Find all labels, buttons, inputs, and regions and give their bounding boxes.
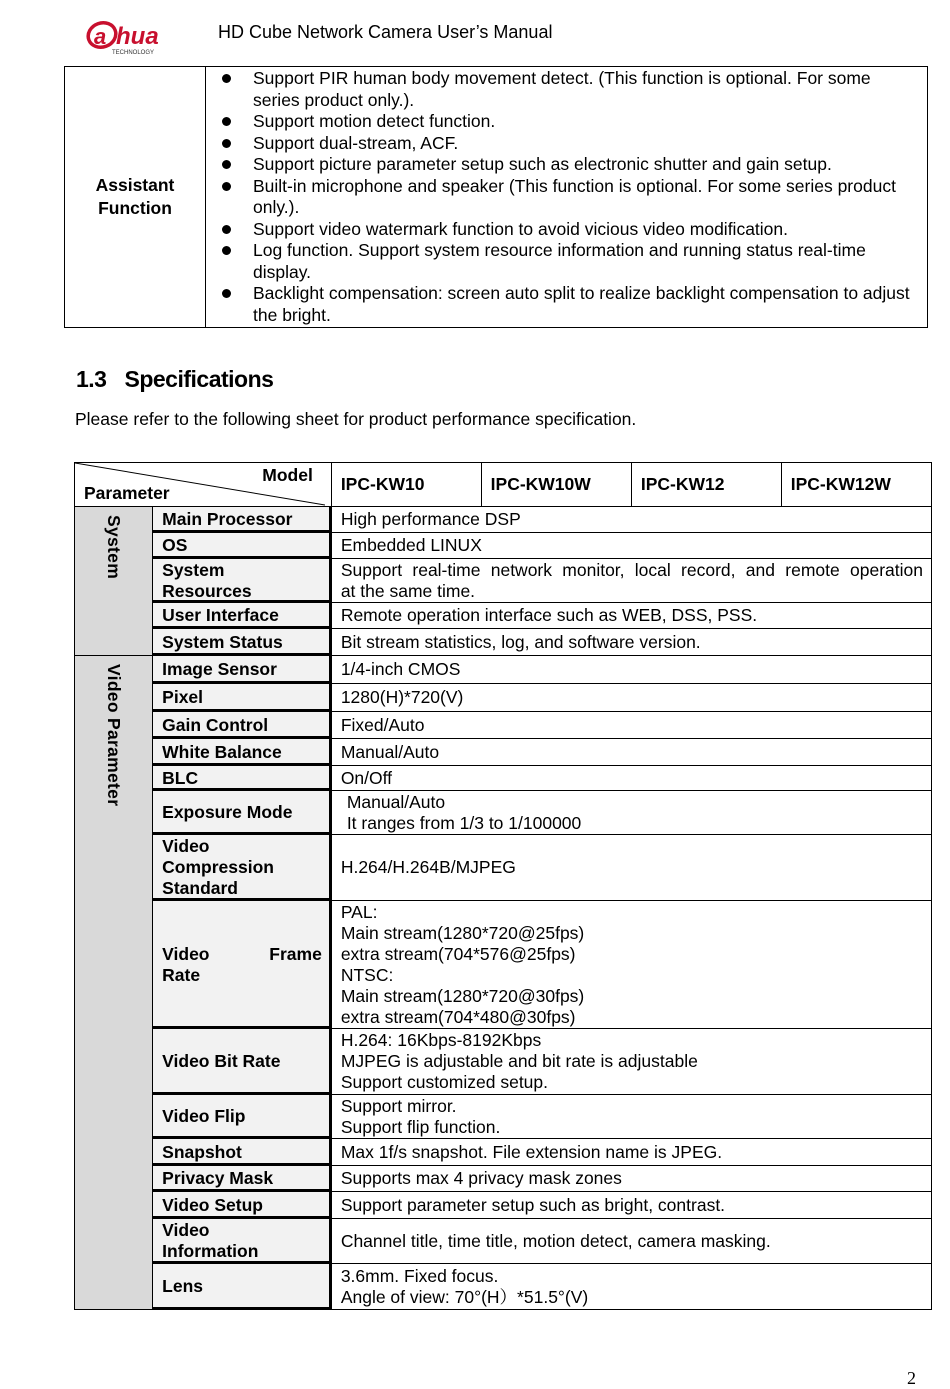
param-name: Pixel bbox=[153, 684, 332, 712]
param-value: Support parameter setup such as bright, contrast. bbox=[331, 1192, 931, 1219]
model-header: IPC-KW10W bbox=[481, 463, 631, 507]
param-value: Fixed/Auto bbox=[331, 712, 931, 739]
param-value: Embedded LINUX bbox=[331, 533, 931, 559]
svg-text:hua: hua bbox=[116, 23, 159, 50]
param-value: Bit stream statistics, log, and software version. bbox=[331, 629, 931, 656]
param-value: Max 1f/s snapshot. File extension name is JPEG. bbox=[331, 1139, 931, 1166]
param-value: On/Off bbox=[331, 766, 931, 791]
list-item: Backlight compensation: screen auto split to realize backlight compensation to adjust the bright. bbox=[207, 283, 916, 326]
param-value: 1280(H)*720(V) bbox=[331, 684, 931, 712]
intro-text: Please refer to the following sheet for product performance specification. bbox=[75, 409, 637, 429]
corner-model-label: Model bbox=[262, 465, 313, 485]
assistant-function-table bbox=[64, 66, 928, 328]
param-name: System Resources bbox=[153, 559, 332, 603]
section-number: 1.3 bbox=[76, 366, 107, 392]
list-item: Support dual-stream, ACF. bbox=[207, 133, 916, 155]
param-name: OS bbox=[153, 533, 332, 559]
list-item: Support video watermark function to avoid vicious video modification. bbox=[207, 219, 916, 241]
section-heading bbox=[76, 366, 273, 393]
param-value: Supports max 4 privacy mask zones bbox=[331, 1166, 931, 1192]
param-name: Video Information bbox=[153, 1219, 332, 1264]
list-item: Built-in microphone and speaker (This function is optional. For some series product only.). bbox=[207, 176, 916, 219]
svg-text:TECHNOLOGY: TECHNOLOGY bbox=[112, 50, 155, 56]
param-name: Snapshot bbox=[153, 1139, 332, 1166]
param-name: Video Flip bbox=[153, 1095, 332, 1139]
param-name: White Balance bbox=[153, 739, 332, 766]
param-value: H.264/H.264B/MJPEG bbox=[331, 835, 931, 901]
param-name: Lens bbox=[153, 1264, 332, 1310]
param-value: 1/4-inch CMOS bbox=[331, 656, 931, 684]
param-value: PAL: Main stream(1280*720@25fps) extra stream(704*576@25fps) NTSC: Main stream(1280*720@30fps) extra stream(704*480@30fps) bbox=[331, 901, 931, 1029]
group-video-parameter: Video Parameter bbox=[75, 656, 153, 1310]
param-name: Video Setup bbox=[153, 1192, 332, 1219]
param-value: Support real-time network monitor, local record, and remote operation at the same time. bbox=[331, 559, 931, 603]
model-header: IPC-KW12 bbox=[631, 463, 781, 507]
group-system: System bbox=[75, 507, 153, 656]
param-name: Image Sensor bbox=[153, 656, 332, 684]
param-value: High performance DSP bbox=[331, 507, 931, 533]
dahua-logo bbox=[86, 20, 186, 56]
param-value: Remote operation interface such as WEB, DSS, PSS. bbox=[331, 603, 931, 629]
param-value: Support mirror. Support flip function. bbox=[331, 1095, 931, 1139]
param-value: H.264: 16Kbps-8192Kbps MJPEG is adjustable and bit rate is adjustable Support customized setup. bbox=[331, 1029, 931, 1095]
param-name: Video Bit Rate bbox=[153, 1029, 332, 1095]
assistant-function-list-cell bbox=[206, 67, 928, 328]
param-value: 3.6mm. Fixed focus. Angle of view: 70°(H）*51.5°(V) bbox=[331, 1264, 931, 1310]
param-name: Privacy Mask bbox=[153, 1166, 332, 1192]
list-item: Support PIR human body movement detect. (This function is optional. For some series product only.). bbox=[207, 68, 916, 111]
model-header: IPC-KW12W bbox=[781, 463, 931, 507]
document-title: HD Cube Network Camera User’s Manual bbox=[218, 22, 553, 42]
param-name: Video Compression Standard bbox=[153, 835, 332, 901]
corner-parameter-label: Parameter bbox=[84, 483, 170, 503]
param-value: Channel title, time title, motion detect, camera masking. bbox=[331, 1219, 931, 1264]
param-name: System Status bbox=[153, 629, 332, 656]
list-item: Support motion detect function. bbox=[207, 111, 916, 133]
corner-header-cell bbox=[75, 463, 332, 507]
list-item: Support picture parameter setup such as electronic shutter and gain setup. bbox=[207, 154, 916, 176]
param-value: Manual/Auto bbox=[331, 739, 931, 766]
param-name: Main Processor bbox=[153, 507, 332, 533]
list-item: Log function. Support system resource information and running status real-time display. bbox=[207, 240, 916, 283]
page-number: 2 bbox=[907, 1368, 916, 1388]
specification-table bbox=[74, 462, 932, 1310]
assistant-function-label: Assistant Function bbox=[65, 67, 206, 328]
section-title: Specifications bbox=[124, 366, 274, 392]
svg-text:a: a bbox=[94, 24, 107, 49]
assistant-function-list bbox=[207, 68, 926, 326]
page-header bbox=[86, 18, 886, 58]
param-name: Exposure Mode bbox=[153, 791, 332, 835]
param-name: Gain Control bbox=[153, 712, 332, 739]
param-name: Video Frame Rate bbox=[153, 901, 332, 1029]
model-header: IPC-KW10 bbox=[331, 463, 481, 507]
param-value: Manual/Auto It ranges from 1/3 to 1/100000 bbox=[331, 791, 931, 835]
param-name: User Interface bbox=[153, 603, 332, 629]
param-name: BLC bbox=[153, 766, 332, 791]
